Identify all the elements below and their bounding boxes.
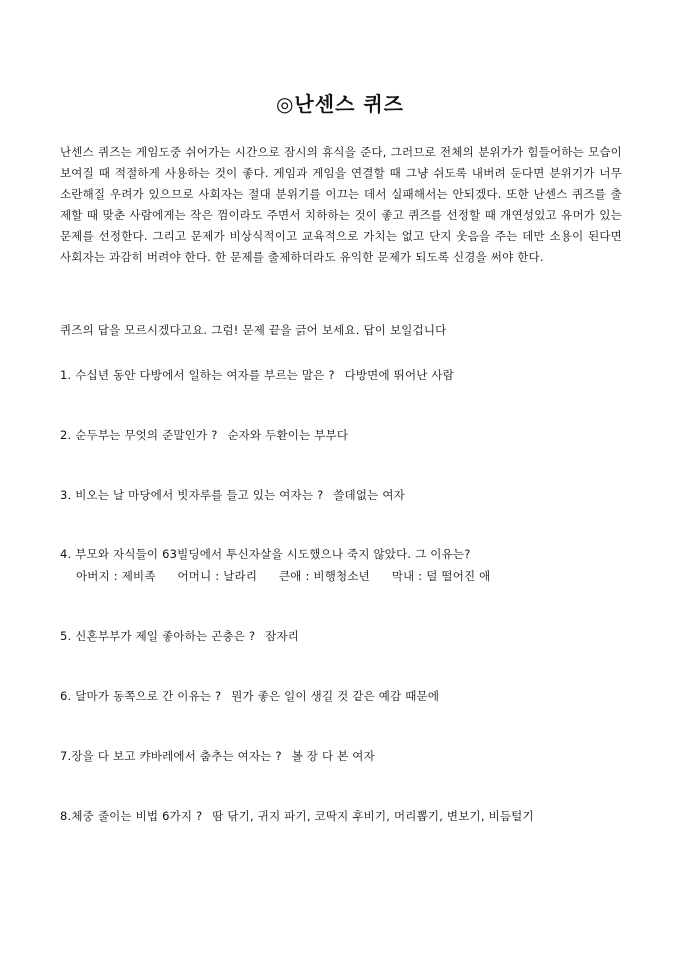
question-3 — [60, 487, 405, 503]
answer-text: 잠자리 — [265, 629, 300, 643]
answer-text: 뭔가 좋은 일이 생길 것 같은 예감 때문에 — [231, 689, 440, 703]
question-4 — [60, 546, 471, 562]
hint-text: 퀴즈의 답을 모르시겠다고요. 그럼! 문제 끝을 긁어 보세요. 답이 보일겁니다 — [60, 323, 447, 337]
answer-text: 쓸데없는 여자 — [333, 488, 405, 502]
question-7 — [60, 748, 375, 764]
question-1 — [60, 367, 454, 383]
question-6 — [60, 688, 439, 704]
question-text: 8.체중 줄이는 비법 6가지 ? — [60, 809, 203, 823]
question-text: 6. 달마가 동쪽으로 간 이유는 ? — [60, 689, 222, 703]
question-text: 5. 신혼부부가 제일 좋아하는 곤충은 ? — [60, 629, 256, 643]
question-text: 3. 비오는 날 마당에서 빗자루를 들고 있는 여자는 ? — [60, 488, 324, 502]
question-2 — [60, 427, 348, 443]
answer-text: 볼 장 다 본 여자 — [291, 749, 375, 763]
intro-paragraph: 난센스 퀴즈는 게임도중 쉬어가는 시간으로 잠시의 휴식을 준다, 그러므로 전체의 분위가가 힘들어하는 모습이 보여질 때 적절하게 사용하는 것이 좋다. 게임과 게임을 연결할 때 그냥 쉬도록 내버려 둔다면 분위기가 너무 소란해질 우려가 있으므로 사회자는 절대 분위기를 이끄는 데서 실패해서는 안되겠다. 또한 난센스 퀴즈를 출제할 때 맞춘 사람에게는 작은 껌이라도 주면서 치하하는 것이 좋고 퀴즈를 선정할 때 개연성있고 유머가 있는 문제를 선정한다. 그리고 문제가 비상식적이고 교육적으로 가치는 없고 단지 웃음을 주는 데만 소용이 된다면 사회자는 과감히 버려야 한다. 한 문제를 출제하더라도 유익한 문제가 되도록 신경을 써야 한다. — [60, 145, 622, 264]
page-title: ◎난센스 퀴즈 — [275, 92, 404, 116]
answer-youngest: 막내 : 덜 떨어진 애 — [391, 569, 491, 583]
answer-text: 다방면에 뛰어난 사람 — [344, 368, 455, 382]
answer-text: 땀 닦기, 귀지 파기, 코딱지 후비기, 머리뽑기, 변보기, 비듬털기 — [212, 809, 534, 823]
answer-mother: 어머니 : 날라리 — [177, 569, 258, 583]
answer-eldest: 큰애 : 비행청소년 — [279, 569, 370, 583]
question-text: 2. 순두부는 무엇의 준말인가 ? — [60, 428, 218, 442]
question-4-answers — [76, 568, 508, 584]
question-text: 1. 수십년 동안 다방에서 일하는 여자를 부르는 말은 ? — [60, 368, 335, 382]
answer-father: 아버지 : 제비족 — [76, 569, 156, 583]
question-8 — [60, 808, 534, 824]
answer-text: 순자와 두환이는 부부다 — [227, 428, 349, 442]
question-text: 4. 부모와 자식들이 63빌딩에서 투신자살을 시도했으나 죽지 않았다. 그 이유는? — [60, 547, 471, 561]
question-text: 7.장을 다 보고 캬바레에서 춤추는 여자는 ? — [60, 749, 282, 763]
question-5 — [60, 628, 299, 644]
